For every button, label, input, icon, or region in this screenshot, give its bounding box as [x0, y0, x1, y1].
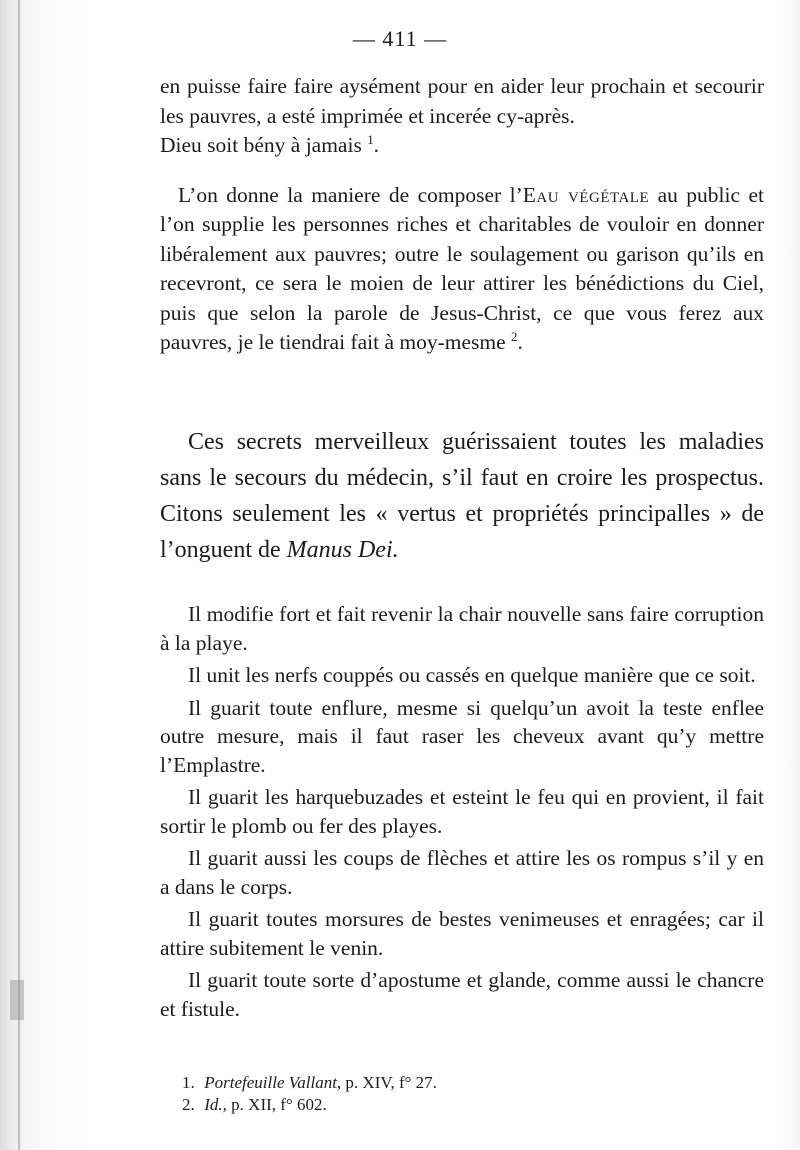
virtue-item: Il guarit toute sorte d’apostume et glande, comme aussi le chancre et fistule. — [160, 968, 764, 1021]
page-number: — 411 — — [352, 26, 448, 51]
virtues-list — [160, 600, 764, 1027]
quote-paragraph-3: L’on donne la maniere de composer l’Eau végétale au public et l’on supplie les personnes riches et charitables de vouloir en donner libéralement aux pauvres; outre le soulagement ou garison qu’ils en recevront, ce sera le moien de leur attirer les bénédictions du Ciel, puis que selon la parole de Jesus-Christ, ce que vous ferez aux pauvres, je le tiendrai fait à moy-mesme $^2$. — [160, 182, 764, 354]
footnotes — [160, 1072, 660, 1116]
quote-blessing: Dieu soit bény à jamais — [160, 133, 362, 157]
virtue-item: Il modifie fort et fait revenir la chair nouvelle sans faire corruption à la playe. — [160, 602, 764, 655]
virtue-item: Il guarit aussi les coups de flèches et attire les os rompus s’il y en a dans le corps. — [160, 846, 764, 899]
footnote-ref-2: 2 — [511, 329, 518, 344]
virtue-item: Il guarit les harquebuzades et esteint le feu qui en provient, il fait sortir le plomb ou fer des playes. — [160, 785, 764, 838]
footnote-ref-1: 1 — [367, 132, 374, 147]
virtue-item: Il unit les nerfs couppés ou cassés en quelque manière que ce soit. — [188, 663, 756, 687]
ointment-name: Manus Dei. — [286, 537, 399, 563]
footnote-2: 2. Id., p. XII, f° 602. — [182, 1095, 327, 1114]
quoted-passage — [160, 72, 764, 358]
footnote-1: 1. Portefeuille Vallant, p. XIV, f° 27. — [182, 1073, 437, 1092]
gutter-smudge — [10, 980, 24, 1020]
commentary-paragraph: Ces secrets merveilleux guérissaient toutes les maladies sans le secours du médecin, s’il faut en croire les prospectus. Citons seulement les « vertus et propriétés principalles » de l’onguent de Manus Dei. — [160, 429, 764, 563]
virtue-item: Il guarit toutes morsures de bestes venimeuses et enragées; car il attire subitement le venin. — [160, 907, 764, 960]
quote-paragraph-2: Dieu soit bény à jamais $^1$. — [160, 132, 380, 157]
virtue-item: Il guarit toute enflure, mesme si quelqu’un avoit la teste enflee outre mesure, mais il faut raser les cheveux avant qu’y mettre l’Emplastre. — [160, 695, 764, 777]
page-gutter — [18, 0, 20, 1150]
quote-paragraph-1: en puisse faire faire aysément pour en aider leur prochain et secourir les pauvres, a esté imprimée et incerée cy-après. — [160, 74, 764, 128]
eau-vegetale-term: Eau végétale — [522, 182, 650, 207]
